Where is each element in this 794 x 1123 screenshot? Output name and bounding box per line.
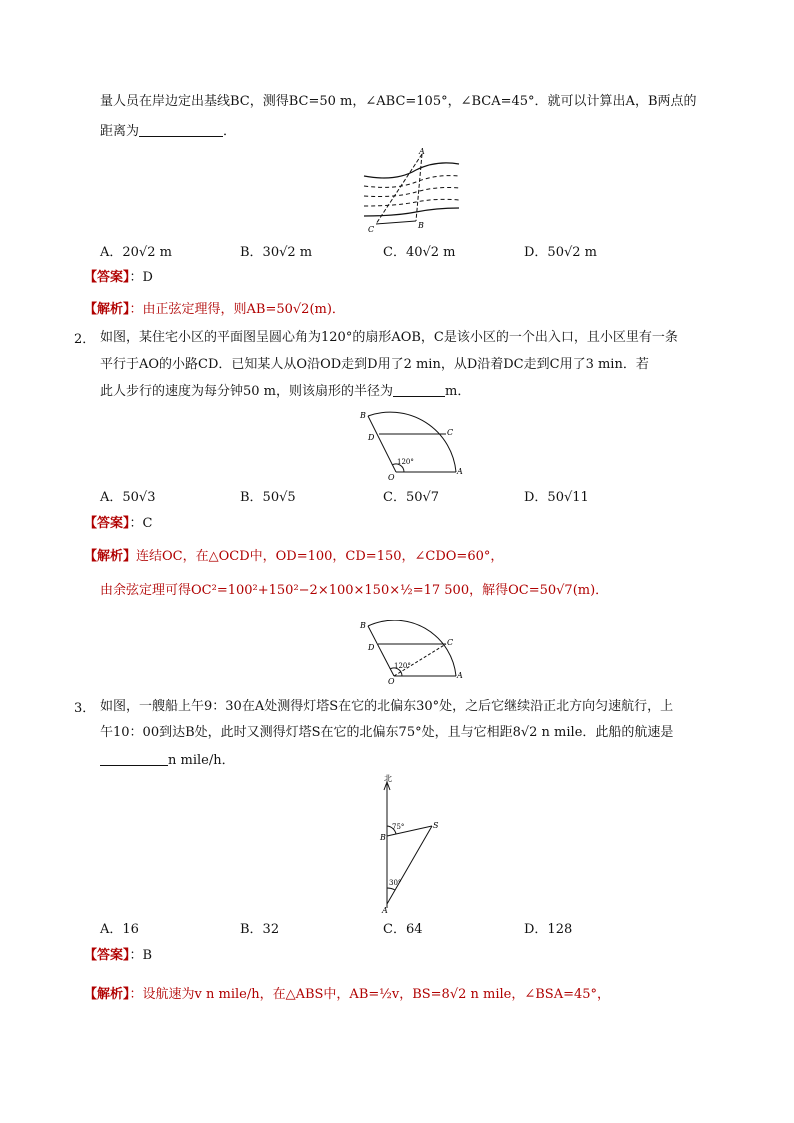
q3-answer-blank[interactable]	[100, 751, 168, 766]
q1-option-a[interactable]: A．20√2 m	[100, 245, 172, 260]
q2-sol-label-c: C	[447, 638, 454, 647]
q2-solution-figure	[356, 620, 466, 684]
q2-options	[100, 486, 700, 506]
q3-option-c[interactable]: C．64	[383, 922, 423, 937]
q1-text-line2: 距离为 ．	[100, 124, 237, 139]
q2-text-line2: 平行于AO的小路CD．已知某人从O沿OD走到D用了2 min，从D沿着DC走到C用了3 min．若	[100, 357, 649, 372]
q3-answer: 【答案】：B	[84, 948, 153, 963]
q3-option-d[interactable]: D．128	[524, 922, 573, 937]
q1-option-c[interactable]: C．40√2 m	[383, 245, 456, 260]
q1-option-b[interactable]: B．30√2 m	[240, 245, 313, 260]
q2-analysis-line1: 【解析】连结OC，在△OCD中，OD=100，CD=150，∠CDO=60°，	[84, 549, 504, 564]
q2-option-c[interactable]: C．50√7	[383, 490, 440, 505]
q2-sector-figure	[356, 408, 466, 480]
q2-text-line3: 此人步行的速度为每分钟50 m，则该扇形的半径为 m．	[100, 384, 471, 399]
q3-option-a[interactable]: A．16	[100, 922, 139, 937]
q1-fig-label-c: C	[368, 225, 375, 234]
q2-sol-label-o: O	[388, 677, 395, 684]
q1-option-d[interactable]: D．50√2 m	[524, 245, 597, 260]
q2-answer-blank[interactable]	[393, 382, 445, 397]
q2-fig-label-d: D	[368, 433, 375, 442]
q3-fig-label-a: A	[382, 906, 388, 914]
q2-fig-label-b: B	[360, 411, 366, 420]
q3-fig-label-75: 75°	[392, 823, 405, 831]
q3-options	[100, 918, 700, 938]
q1-text-line1: 量人员在岸边定出基线BC，测得BC=50 m，∠ABC=105°，∠BCA=45°．就可以计算出A，B两点的	[100, 94, 697, 109]
q2-fig-label-o: O	[388, 473, 395, 480]
q3-analysis: 【解析】：设航速为v n mile/h，在△ABS中，AB=½v，BS=8√2 n mile，∠BSA=45°，	[84, 987, 611, 1002]
q3-fig-label-30: 30°	[389, 879, 402, 887]
q3-bearing-figure	[370, 772, 450, 914]
q2-sol-label-angle: 120°	[394, 662, 411, 670]
q1-analysis: 【解析】：由正弦定理得，则AB=50√2(m)．	[84, 302, 345, 317]
q1-answer: 【答案】：D	[84, 270, 153, 285]
q2-fig-label-angle: 120°	[397, 458, 414, 466]
q3-text-line1: 如图，一艘船上午9：30在A处测得灯塔S在它的北偏东30°处，之后它继续沿正北方向匀速航行，上	[100, 699, 674, 714]
q1-answer-blank[interactable]	[139, 122, 223, 137]
q3-text-line3: n mile/h．	[100, 751, 235, 771]
q2-sol-label-d: D	[368, 643, 375, 652]
q2-option-d[interactable]: D．50√11	[524, 490, 589, 505]
q3-fig-label-b: B	[380, 833, 386, 842]
q2-option-b[interactable]: B．50√5	[240, 490, 296, 505]
q2-text-line1: 如图，某住宅小区的平面图呈圆心角为120°的扇形AOB，C是该小区的一个出入口，且小区里有一条	[100, 330, 678, 345]
q2-fig-label-a: A	[457, 467, 463, 476]
q3-option-b[interactable]: B．32	[240, 922, 280, 937]
q3-fig-label-s: S	[433, 821, 439, 830]
q1-fig-label-b: B	[418, 221, 424, 230]
q3-fig-label-north: 北	[384, 774, 392, 783]
q1-river-figure	[356, 146, 466, 236]
q2-sol-label-a: A	[457, 671, 463, 680]
q2-analysis-line2: 由余弦定理可得OC²=100²+150²−2×100×150×½=17 500，解得OC=50√7(m)．	[100, 583, 609, 598]
q2-fig-label-c: C	[447, 428, 454, 437]
q2-number: 2．	[74, 332, 96, 347]
q1-fig-label-a: A	[419, 147, 425, 156]
q2-option-a[interactable]: A．50√3	[100, 490, 156, 505]
q1-options	[100, 241, 700, 261]
q3-text-line2: 午10：00到达B处，此时又测得灯塔S在它的北偏东75°处，且与它相距8√2 n mile．此船的航速是	[100, 725, 674, 740]
q2-answer: 【答案】：C	[84, 516, 153, 531]
q3-number: 3．	[74, 701, 96, 716]
q2-sol-label-b: B	[360, 621, 366, 630]
